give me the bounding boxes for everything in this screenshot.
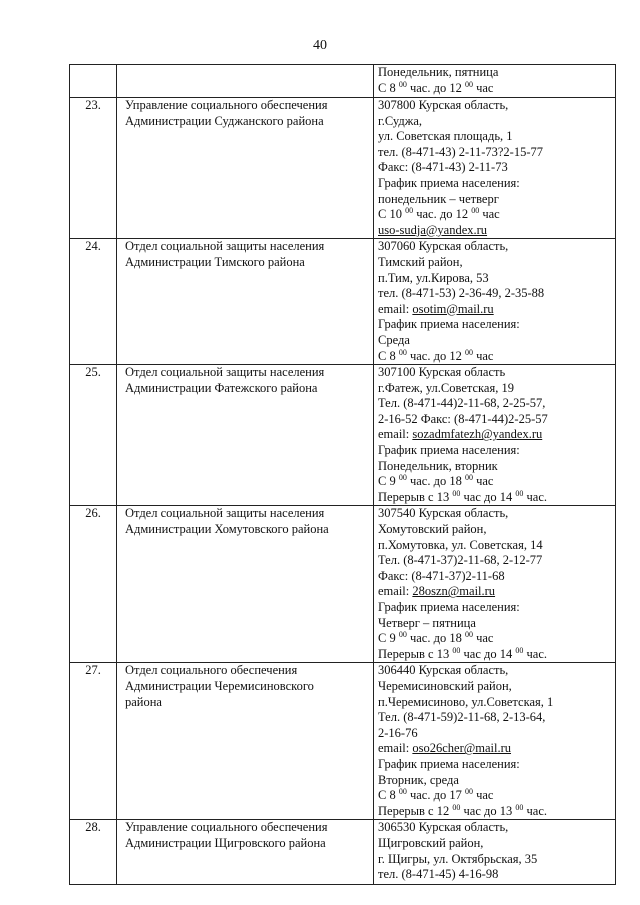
contact-text: Факс: (8-471-37)2-11-68 — [378, 568, 505, 583]
time-superscript: 00 — [398, 473, 407, 483]
contact-line — [378, 65, 613, 81]
table-row — [70, 98, 616, 239]
contact-text: С 8 — [378, 80, 399, 95]
contact-text: час. — [523, 803, 547, 818]
contact-line — [378, 129, 613, 145]
time-superscript: 00 — [398, 630, 407, 640]
contact-line — [378, 286, 613, 302]
contact-text: час до 14 — [460, 489, 516, 504]
time-superscript: 00 — [464, 473, 473, 483]
time-superscript: 00 — [464, 787, 473, 797]
contact-text: час. до 17 — [406, 788, 465, 803]
contact-line — [378, 616, 613, 632]
row-number-cell — [70, 65, 117, 98]
row-number-cell: 27. — [70, 663, 117, 820]
contact-text: 306530 Курская область, — [378, 820, 509, 835]
contact-text: час. до 12 — [406, 348, 465, 363]
email-link[interactable]: oso26cher@mail.ru — [412, 741, 512, 756]
contact-text: С 8 — [378, 348, 399, 363]
page-number: 40 — [313, 38, 327, 53]
contact-text: час. до 18 — [406, 631, 465, 646]
contact-text: п.Тим, ул.Кирова, 53 — [378, 270, 489, 285]
contact-info-cell — [374, 65, 616, 98]
contact-line — [378, 773, 613, 789]
contact-text: Понедельник, вторник — [378, 458, 498, 473]
email-link[interactable]: 28oszn@mail.ru — [412, 584, 496, 599]
organization-name-line: Отдел социального обеспечения — [125, 663, 298, 678]
table-row — [70, 820, 616, 885]
contact-line — [378, 852, 613, 868]
row-number-cell: 24. — [70, 239, 117, 365]
organization-cell — [117, 663, 374, 820]
contact-info-cell — [374, 365, 616, 506]
contact-text: п.Черемисиново, ул.Советская, 1 — [378, 694, 554, 709]
contact-text: 307540 Курская область, — [378, 506, 509, 521]
contact-line — [378, 160, 613, 176]
contact-text: час. до 18 — [406, 474, 465, 489]
contact-line — [378, 679, 613, 695]
contact-line — [378, 757, 613, 773]
contact-text: 307100 Курская область — [378, 365, 506, 380]
organization-name-line: Администрации Черемисиновского — [125, 678, 314, 693]
row-number-cell: 28. — [70, 820, 117, 885]
contact-text: Четверг – пятница — [378, 615, 476, 630]
contact-text: email: — [378, 301, 413, 316]
time-superscript: 00 — [471, 206, 480, 216]
contact-text: График приема населения: — [378, 317, 520, 332]
contact-text: Хомутовский район, — [378, 522, 487, 537]
row-number-cell: 26. — [70, 506, 117, 663]
contact-line — [378, 223, 613, 239]
contact-text: Тел. (8-471-59)2-11-68, 2-13-64, — [378, 710, 546, 725]
contact-line — [378, 98, 613, 114]
table-row — [70, 365, 616, 506]
contact-text: час — [479, 207, 500, 222]
contact-line — [378, 396, 613, 412]
table-row — [70, 239, 616, 365]
organization-name-line: Администрации Щигровского района — [125, 835, 326, 850]
contact-text: час. до 12 — [413, 207, 472, 222]
contact-line — [378, 271, 613, 287]
contact-text: час — [472, 474, 494, 489]
contact-info-cell — [374, 239, 616, 365]
contact-line — [378, 553, 613, 569]
contact-text: Черемисиновский район, — [378, 678, 512, 693]
organization-name-line: Администрации Хомутовского района — [125, 522, 329, 537]
contact-text: час — [472, 788, 494, 803]
contact-text: С 9 — [378, 631, 399, 646]
contact-text: С 8 — [378, 788, 399, 803]
email-link[interactable]: uso-sudja@yandex.ru — [378, 222, 488, 237]
organization-name-line: Управление социального обеспечения — [125, 98, 328, 112]
contact-line — [378, 820, 613, 836]
email-link[interactable]: sozadmfatezh@yandex.ru — [412, 427, 543, 442]
contact-info-cell — [374, 663, 616, 820]
contact-line — [378, 317, 613, 333]
email-link[interactable]: osotim@mail.ru — [412, 301, 494, 316]
organization-cell — [117, 365, 374, 506]
contact-line — [378, 584, 613, 600]
organization-name-line: Отдел социальной защиты населения — [125, 239, 325, 254]
contact-text: С 10 — [378, 207, 406, 222]
time-superscript: 00 — [398, 787, 407, 797]
contact-text: тел. (8-471-53) 2-36-49, 2-35-88 — [378, 286, 545, 301]
time-superscript: 00 — [398, 347, 407, 357]
contact-text: Факс: (8-471-43) 2-11-73 — [378, 160, 508, 175]
table-row — [70, 663, 616, 820]
contact-line — [378, 631, 613, 647]
contact-text: час. — [523, 646, 547, 661]
time-superscript: 00 — [464, 79, 473, 89]
contact-text: Тел. (8-471-37)2-11-68, 2-12-77 — [378, 553, 543, 568]
time-superscript: 00 — [398, 79, 407, 89]
contact-line — [378, 647, 613, 663]
contacts-table — [69, 64, 616, 885]
contact-text: час — [472, 348, 494, 363]
contact-line — [378, 804, 613, 820]
contact-text: тел. (8-471-43) 2-11-73?2-15-77 — [378, 144, 544, 159]
time-superscript: 00 — [405, 206, 414, 216]
contact-line — [378, 443, 613, 459]
contact-line — [378, 506, 613, 522]
contact-text: Перерыв с 13 — [378, 489, 453, 504]
contact-line — [378, 302, 613, 318]
contact-text: час — [472, 80, 494, 95]
contact-line — [378, 663, 613, 679]
contact-text: График приема населения: — [378, 175, 520, 190]
time-superscript: 00 — [464, 630, 473, 640]
table-row — [70, 506, 616, 663]
contact-text: email: — [378, 427, 413, 442]
contact-line — [378, 192, 613, 208]
organization-cell — [117, 239, 374, 365]
organization-name-line: района — [125, 694, 162, 709]
contact-text: час. до 12 — [406, 80, 465, 95]
time-superscript: 00 — [515, 802, 524, 812]
time-superscript: 00 — [464, 347, 473, 357]
contact-text: п.Хомутовка, ул. Советская, 14 — [378, 537, 543, 552]
contact-text: 2-16-76 — [378, 725, 418, 740]
contact-text: г.Суджа, — [378, 113, 423, 128]
contact-line — [378, 145, 613, 161]
organization-name-line: Администрации Суджанского района — [125, 113, 324, 128]
contact-line — [378, 239, 613, 255]
contact-text: ул. Советская площадь, 1 — [378, 129, 513, 144]
contact-line — [378, 741, 613, 757]
time-superscript: 00 — [452, 645, 461, 655]
time-superscript: 00 — [452, 488, 461, 498]
contact-line — [378, 836, 613, 852]
organization-cell — [117, 65, 374, 98]
contact-line — [378, 381, 613, 397]
organization-cell — [117, 506, 374, 663]
contact-text: email: — [378, 741, 413, 756]
contact-info-cell — [374, 820, 616, 885]
contact-line — [378, 710, 613, 726]
contact-text: Среда — [378, 332, 410, 347]
organization-name-line: Отдел социальной защиты населения — [125, 506, 325, 521]
organization-cell — [117, 98, 374, 239]
contact-line — [378, 255, 613, 271]
contact-text: Вторник, среда — [378, 772, 459, 787]
organization-name-line: Отдел социальной защиты населения — [125, 365, 325, 380]
contact-info-cell — [374, 98, 616, 239]
contact-text: График приема населения: — [378, 443, 520, 458]
contact-text: Перерыв с 13 — [378, 646, 453, 661]
contact-text: час до 14 — [460, 646, 516, 661]
organization-name-line: Администрации Фатежского района — [125, 380, 318, 395]
contact-line — [378, 427, 613, 443]
contact-line — [378, 412, 613, 428]
contact-line — [378, 569, 613, 585]
contact-line — [378, 695, 613, 711]
contact-text: email: — [378, 584, 413, 599]
row-number-cell: 23. — [70, 98, 117, 239]
contact-text: Щигровский район, — [378, 835, 484, 850]
contact-info-cell — [374, 506, 616, 663]
contact-line — [378, 333, 613, 349]
time-superscript: 00 — [515, 488, 524, 498]
contact-text: 307060 Курская область, — [378, 239, 509, 254]
contact-text: г. Щигры, ул. Октябрьская, 35 — [378, 851, 538, 866]
contact-line — [378, 114, 613, 130]
contact-text: 307800 Курская область, — [378, 98, 509, 112]
contact-text: час — [472, 631, 494, 646]
contact-line — [378, 207, 613, 223]
contact-text: С 9 — [378, 474, 399, 489]
contact-line — [378, 176, 613, 192]
time-superscript: 00 — [515, 645, 524, 655]
table-row — [70, 65, 616, 98]
contact-line — [378, 867, 613, 883]
contact-line — [378, 538, 613, 554]
contact-line — [378, 522, 613, 538]
contact-text: Перерыв с 12 — [378, 803, 453, 818]
contact-line — [378, 788, 613, 804]
contact-text: г.Фатеж, ул.Советская, 19 — [378, 380, 514, 395]
contact-text: Тимский район, — [378, 254, 463, 269]
contact-text: График приема населения: — [378, 600, 520, 614]
contact-text: График приема населения: — [378, 756, 520, 771]
contact-text: понедельник – четверг — [378, 191, 499, 206]
organization-name-line: Администрации Тимского района — [125, 254, 305, 269]
contact-text: Тел. (8-471-44)2-11-68, 2-25-57, — [378, 396, 546, 411]
contact-line — [378, 459, 613, 475]
row-number-cell: 25. — [70, 365, 117, 506]
contact-line — [378, 349, 613, 365]
contact-line — [378, 81, 613, 97]
contact-text: час. — [523, 489, 547, 504]
contact-line — [378, 490, 613, 506]
contact-text: час до 13 — [460, 803, 516, 818]
contact-text: 2-16-52 Факс: (8-471-44)2-25-57 — [378, 411, 548, 426]
organization-name-line: Управление социального обеспечения — [125, 820, 328, 835]
contact-text: Понедельник, пятница — [378, 65, 499, 79]
time-superscript: 00 — [452, 802, 461, 812]
contact-line — [378, 365, 613, 381]
contact-line — [378, 474, 613, 490]
organization-cell — [117, 820, 374, 885]
contact-line — [378, 726, 613, 742]
contact-line — [378, 600, 613, 616]
contact-text: тел. (8-471-45) 4-16-98 — [378, 867, 499, 882]
contact-text: 306440 Курская область, — [378, 663, 509, 678]
